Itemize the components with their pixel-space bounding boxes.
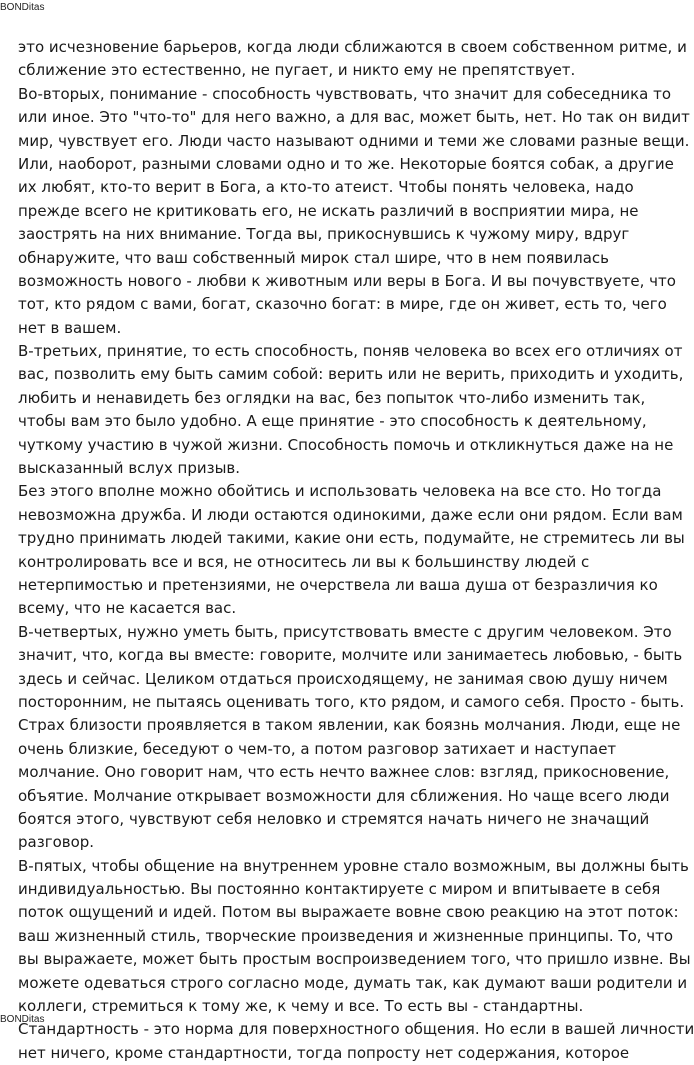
text-line: всему, что не касается вас. — [18, 599, 237, 618]
text-line: посторонним, не пытаясь оценивать того, кто рядом, и самого себя. Просто - быть. — [18, 692, 685, 711]
text-line: Стандартность - это норма для поверхностного общения. Но если в вашей личности — [18, 1020, 694, 1039]
text-line: индивидуальностью. Вы постоянно контактируете с миром и впитываете в себя — [18, 880, 661, 899]
text-line: вы выражаете, может быть простым воспроизведением того, что пришло извне. Вы — [18, 950, 691, 969]
text-line: Или, наоборот, разными словами одно и то же. Некоторые боятся собак, а другие — [18, 154, 674, 173]
text-line: В-третьих, принятие, то есть способность, поняв человека во всех его отличиях от — [18, 342, 683, 361]
text-line: трудно принимать людей такими, какие они есть, подумайте, не стремитесь ли вы — [18, 529, 685, 548]
text-line: В-пятых, чтобы общение на внутреннем уровне стало возможным, вы должны быть — [18, 856, 689, 875]
header-label: BONDitas — [0, 2, 45, 13]
text-line: тот, кто рядом с вами, богат, сказочно богат: в мире, где он живет, есть то, чего — [18, 295, 667, 314]
text-line: очень близкие, беседуют о чем-то, а потом разговор затихает и наступает — [18, 739, 617, 758]
text-line: мир, чувствует его. Люди часто называют одними и теми же словами разные вещи. — [18, 131, 690, 150]
text-line: контролировать все и вся, не относитесь ли вы к большинству людей с — [18, 552, 590, 571]
text-line: любить и ненавидеть без оглядки на вас, без попыток что-либо изменить так, — [18, 388, 646, 407]
footer-label: BONDitas — [0, 1014, 45, 1025]
text-line: ваш жизненный стиль, творческие произведения и жизненные принципы. То, что — [18, 926, 674, 945]
text-line: молчание. Оно говорит нам, что есть нечто важнее слов: взгляд, прикосновение, — [18, 763, 670, 782]
text-line: Во-вторых, понимание - способность чувствовать, что значит для собеседника то — [18, 84, 672, 103]
text-line: Страх близости проявляется в таком явлении, как боязнь молчания. Люди, еще не — [18, 716, 681, 735]
page-body — [18, 36, 694, 1065]
text-line: поток ощущений и идей. Потом вы выражаете вовне свою реакцию на этот поток: — [18, 903, 679, 922]
text-line: значит, что, когда вы вместе: говорите, молчите или занимаетесь любовью, - быть — [18, 646, 683, 665]
text-line: коллеги, стремиться к тому же, к чему и все. То есть вы - стандартны. — [18, 997, 584, 1016]
text-line: сближение это естественно, не пугает, и никто ему не препятствует. — [18, 61, 576, 80]
text-line: нетерпимостью и претензиями, не очерствела ли ваша душа от безразличия ко — [18, 575, 658, 594]
text-line: здесь и сейчас. Целиком отдаться происходящему, не занимая свою душу ничем — [18, 669, 668, 688]
text-line: Без этого вполне можно обойтись и использовать человека на все сто. Но тогда — [18, 482, 662, 501]
text-line: В-четвертых, нужно уметь быть, присутствовать вместе с другим человеком. Это — [18, 622, 672, 641]
text-line: разговор. — [18, 833, 95, 852]
text-line: это исчезновение барьеров, когда люди сближаются в своем собственном ритме, и — [18, 38, 687, 56]
text-line: или иное. Это "что-то" для него важно, а для вас, может быть, нет. Но так он видит — [18, 108, 690, 127]
text-line: прежде всего не критиковать его, не искать различий в восприятии мира, не — [18, 201, 639, 220]
text-line: объятие. Молчание открывает возможности для сближения. Но чаще всего люди — [18, 786, 670, 805]
text-line: вас, позволить ему быть самим собой: верить или не верить, приходить и уходить, — [18, 365, 684, 384]
text-line: возможность нового - любви к животным или веры в Бога. И вы почувствуете, что — [18, 271, 676, 290]
text-line: заострять на них внимание. Тогда вы, прикоснувшись к чужому миру, вдруг — [18, 225, 630, 244]
text-line: высказанный вслух призыв. — [18, 459, 241, 478]
text-line: их любят, кто-то верит в Бога, а кто-то атеист. Чтобы понять человека, надо — [18, 178, 634, 197]
text-line: боятся этого, чувствуют себя неловко и стремятся начать ничего не значащий — [18, 809, 650, 828]
text-line: чтобы вам это было удобно. А еще принятие - это способность к деятельному, — [18, 412, 647, 431]
text-line: нет в вашем. — [18, 318, 122, 337]
text-line: невозможна дружба. И люди остаются одинокими, даже если они рядом. Если вам — [18, 505, 683, 524]
text-line: нет ничего, кроме стандартности, тогда попросту нет содержания, которое — [18, 1043, 630, 1062]
text-line: можете одеваться строго согласно моде, думать так, как думают ваши родители и — [18, 973, 688, 992]
text-line: чуткому участию в чужой жизни. Способность помочь и откликнуться даже на не — [18, 435, 674, 454]
text-line: обнаружите, что ваш собственный мирок стал шире, что в нем появилась — [18, 248, 609, 267]
